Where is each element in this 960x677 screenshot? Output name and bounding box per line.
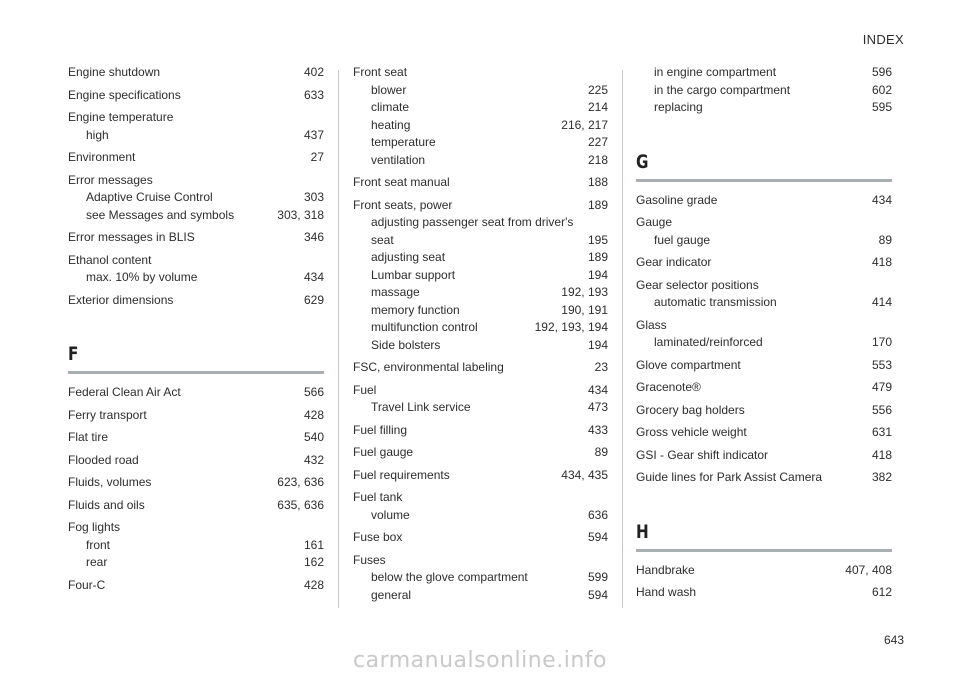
- entry-page: 346: [303, 230, 324, 244]
- entry-title: Flooded road: [68, 452, 139, 467]
- index-entry: [636, 277, 892, 312]
- index-entry: [636, 424, 892, 442]
- index-entry: [68, 87, 324, 105]
- subentry-title: automatic transmission: [654, 295, 777, 309]
- index-entry-line: [353, 467, 608, 485]
- subentry-page: 192, 193, 194: [534, 320, 608, 334]
- subentry-page: 227: [587, 135, 608, 149]
- index-entry-line: [68, 407, 324, 425]
- subentry-title: replacing: [654, 100, 703, 114]
- index-entry-line: [68, 384, 324, 402]
- entry-title: Glove compartment: [636, 357, 741, 372]
- index-entry-line: [68, 229, 324, 247]
- index-subentry: [636, 232, 892, 250]
- entry-title: Grocery bag holders: [636, 402, 745, 417]
- index-entry-line: [636, 379, 892, 397]
- entry-page: 556: [871, 402, 892, 417]
- index-entry: [353, 382, 608, 417]
- entry-page: 479: [871, 380, 892, 394]
- entry-page: 540: [303, 430, 324, 444]
- index-entry-line: [636, 447, 892, 465]
- index-subentry: [636, 294, 892, 312]
- entry-page: 434: [871, 192, 892, 207]
- subentry-title: Adaptive Cruise Control: [86, 190, 213, 204]
- subentry-page: 192, 193: [561, 285, 608, 299]
- index-subentry: [68, 554, 324, 572]
- index-entry: [353, 174, 608, 192]
- index-subentry: [353, 399, 608, 417]
- subentry-title: adjusting passenger seat from driver's: [371, 215, 574, 229]
- index-entry-line: [68, 429, 324, 447]
- index-subentry: [353, 507, 608, 525]
- entry-page: 27: [310, 150, 324, 164]
- index-entry: [353, 64, 608, 169]
- index-entry: [68, 149, 324, 167]
- index-subentry: [353, 232, 608, 250]
- entry-title: Four-C: [68, 577, 106, 592]
- index-entry-line: [353, 382, 608, 400]
- entry-title: Ferry transport: [68, 407, 147, 422]
- entry-title: Fuel requirements: [353, 467, 450, 482]
- entry-title: Fuse box: [353, 530, 403, 544]
- section-rule: [636, 549, 892, 552]
- entry-title: Engine shutdown: [68, 65, 161, 79]
- subentry-page: 595: [871, 100, 892, 114]
- entry-title: Fluids, volumes: [68, 475, 152, 489]
- subentry-page: 594: [587, 587, 608, 602]
- entry-title: Guide lines for Park Assist Camera: [636, 470, 823, 484]
- index-subentry: [68, 127, 324, 145]
- index-entry-line: [353, 444, 608, 462]
- index-entry-line: [68, 109, 324, 127]
- index-entry: [68, 252, 324, 287]
- subentry-title: climate: [371, 100, 410, 114]
- subentry-page: 89: [878, 232, 892, 247]
- page-number: 643: [883, 633, 904, 647]
- entry-page: 418: [871, 447, 892, 462]
- entry-page: 428: [303, 577, 324, 592]
- subentry-page: 195: [587, 232, 608, 247]
- index-entry: [68, 229, 324, 247]
- index-entry: [68, 519, 324, 572]
- index-entry: [636, 379, 892, 397]
- entry-page: 432: [303, 452, 324, 467]
- index-entry: [68, 407, 324, 425]
- index-entry-line: [68, 452, 324, 470]
- index-entry-line: [68, 577, 324, 595]
- index-subentry: [636, 99, 892, 117]
- subentry-page: 437: [303, 127, 324, 142]
- entry-title: Handbrake: [636, 562, 695, 577]
- index-subentry: [353, 152, 608, 170]
- entry-title: Fuel: [353, 382, 377, 397]
- index-subentry: [68, 207, 324, 225]
- index-entry: [353, 197, 608, 355]
- index-entry: [68, 452, 324, 470]
- entry-title: Fluids and oils: [68, 497, 145, 512]
- column-divider: [622, 70, 623, 608]
- entry-page: 418: [871, 255, 892, 269]
- index-entry-line: [68, 172, 324, 190]
- entry-title: Gear selector positions: [636, 277, 759, 292]
- section-rule: [68, 371, 324, 374]
- subentry-title: multifunction control: [371, 320, 478, 334]
- index-entry-line: [353, 529, 608, 547]
- entry-title: Exterior dimensions: [68, 292, 174, 307]
- subentry-title: general: [371, 587, 412, 602]
- index-entry: [353, 422, 608, 440]
- index-entry-line: [68, 497, 324, 515]
- index-entry: [353, 552, 608, 605]
- subentry-title: ventilation: [371, 152, 426, 167]
- index-entry-line: [636, 192, 892, 210]
- index-entry-line: [353, 197, 608, 215]
- subentry-page: 303, 318: [277, 207, 324, 222]
- index-entry-line: [68, 64, 324, 82]
- index-entry-line: [636, 254, 892, 272]
- entry-title: Fuel filling: [353, 422, 408, 437]
- subentry-page: 170: [871, 335, 892, 349]
- index-entry: [636, 584, 892, 602]
- subentry-title: see Messages and symbols: [86, 207, 235, 222]
- entry-page: 566: [303, 385, 324, 399]
- entry-page: 434: [587, 382, 608, 397]
- entry-page: 407, 408: [845, 562, 892, 577]
- index-subentry: [353, 267, 608, 285]
- index-entry: [636, 214, 892, 249]
- subentry-page: 473: [587, 400, 608, 414]
- index-subentry: [636, 334, 892, 352]
- index-subentry: [353, 82, 608, 100]
- subentry-page: 189: [587, 250, 608, 264]
- entry-title: Federal Clean Air Act: [68, 385, 181, 399]
- index-column-1: [68, 64, 324, 607]
- entry-page: 89: [594, 445, 608, 459]
- subentry-title: Travel Link service: [371, 400, 471, 414]
- index-subentry: [636, 82, 892, 100]
- subentry-title: adjusting seat: [371, 250, 446, 264]
- index-subentry: [353, 337, 608, 355]
- index-entry: [68, 429, 324, 447]
- index-entry-line: [353, 359, 608, 377]
- index-entry-line: [353, 174, 608, 192]
- subentry-title: volume: [371, 507, 410, 522]
- entry-page: 188: [587, 175, 608, 189]
- index-entry-line: [68, 474, 324, 492]
- index-entry: [353, 467, 608, 485]
- section-rule: [636, 179, 892, 182]
- index-subentry: [353, 319, 608, 337]
- subentry-title: in engine compartment: [654, 65, 777, 79]
- index-entry: [353, 444, 608, 462]
- subentry-page: 414: [871, 295, 892, 309]
- entry-title: Gasoline grade: [636, 192, 718, 207]
- entry-title: Gross vehicle weight: [636, 425, 747, 439]
- entry-title: Flat tire: [68, 430, 109, 444]
- index-entry: [68, 497, 324, 515]
- index-column-2: [353, 64, 608, 607]
- index-entry-line: [68, 149, 324, 167]
- index-entry: [353, 359, 608, 377]
- subentry-page: 190, 191: [561, 302, 608, 317]
- entry-title: FSC, environmental labeling: [353, 360, 504, 374]
- index-entry: [636, 469, 892, 487]
- subentry-title: front: [86, 537, 111, 552]
- subentry-page: 214: [587, 100, 608, 114]
- entry-title: Front seat: [353, 65, 408, 79]
- watermark: carmanualsonline.info: [353, 648, 607, 673]
- index-subentry: [353, 99, 608, 117]
- subentry-title: Side bolsters: [371, 337, 441, 352]
- index-entry-line: [636, 402, 892, 420]
- index-entry: [636, 317, 892, 352]
- entry-title: Fuel gauge: [353, 445, 414, 459]
- index-entry: [636, 254, 892, 272]
- subentry-page: 162: [303, 555, 324, 569]
- index-entry-line: [68, 292, 324, 310]
- entry-title: Gear indicator: [636, 255, 712, 269]
- subentry-title: fuel gauge: [654, 232, 711, 247]
- index-entry: [636, 357, 892, 375]
- index-entry: [68, 474, 324, 492]
- entry-title: Hand wash: [636, 585, 697, 599]
- index-entry-line: [353, 422, 608, 440]
- entry-page: 402: [303, 65, 324, 79]
- subentry-title: seat: [371, 232, 394, 247]
- index-subentry: [353, 214, 608, 232]
- index-entry-line: [636, 469, 892, 487]
- index-entry: [68, 64, 324, 82]
- index-entry-line: [353, 489, 608, 507]
- entry-title: Ethanol content: [68, 252, 152, 267]
- entry-title: Error messages in BLIS: [68, 230, 195, 244]
- index-entry: [636, 447, 892, 465]
- index-subentry: [353, 284, 608, 302]
- index-entry-line: [636, 277, 892, 295]
- entry-title: Front seat manual: [353, 175, 450, 189]
- index-subentry: [353, 249, 608, 267]
- index-entry-line: [636, 424, 892, 442]
- subentry-page: 599: [587, 570, 608, 584]
- index-entry: [68, 172, 324, 225]
- subentry-title: heating: [371, 117, 411, 132]
- subentry-title: in the cargo compartment: [654, 82, 791, 97]
- index-subentry: [68, 269, 324, 287]
- index-subentry: [353, 587, 608, 605]
- index-entry-line: [636, 214, 892, 232]
- index-entry-line: [636, 357, 892, 375]
- entry-page: 189: [587, 197, 608, 212]
- subentry-title: memory function: [371, 302, 460, 317]
- entry-title: Glass: [636, 317, 667, 332]
- index-subentry: [353, 134, 608, 152]
- subentry-page: 218: [587, 152, 608, 167]
- entry-title: Fuses: [353, 552, 386, 567]
- entry-title: Engine specifications: [68, 87, 181, 102]
- entry-title: Gauge: [636, 215, 673, 229]
- subentry-page: 216, 217: [561, 117, 608, 132]
- subentry-page: 596: [871, 65, 892, 79]
- entry-page: 629: [303, 292, 324, 307]
- entry-page: 553: [871, 357, 892, 372]
- column-divider: [338, 70, 339, 608]
- entry-title: Fuel tank: [353, 490, 403, 504]
- index-column-3: [636, 64, 892, 607]
- subentry-page: 194: [587, 337, 608, 352]
- entry-title: GSI - Gear shift indicator: [636, 447, 769, 462]
- subentry-page: 161: [303, 537, 324, 552]
- index-subentry: [353, 117, 608, 135]
- index-entry-line: [636, 584, 892, 602]
- index-entry-line: [68, 519, 324, 537]
- index-entry: [636, 402, 892, 420]
- index-entry: [68, 384, 324, 402]
- subentry-title: max. 10% by volume: [86, 270, 198, 284]
- subentry-page: 225: [587, 82, 608, 97]
- subentry-title: below the glove compartment: [371, 570, 528, 584]
- entry-page: 633: [303, 87, 324, 102]
- entry-page: 594: [587, 530, 608, 544]
- index-entry-line: [353, 552, 608, 570]
- index-entry: [353, 489, 608, 524]
- index-subentry: [636, 64, 892, 82]
- subentry-title: blower: [371, 82, 407, 97]
- index-entry-line: [68, 252, 324, 270]
- index-entry: [68, 109, 324, 144]
- entry-page: 623, 636: [277, 475, 324, 489]
- entry-page: 433: [587, 422, 608, 437]
- index-subentry: [353, 302, 608, 320]
- entry-title: Engine temperature: [68, 110, 174, 124]
- subentry-page: 434: [303, 270, 324, 284]
- index-entry: [68, 577, 324, 595]
- index-entry-line: [68, 87, 324, 105]
- index-entry-line: [636, 317, 892, 335]
- index-entry: [636, 562, 892, 580]
- subentry-title: Lumbar support: [371, 267, 456, 282]
- index-entry: [353, 529, 608, 547]
- subentry-page: 194: [587, 267, 608, 282]
- entry-title: Gracenote®: [636, 380, 701, 394]
- index-subentry: [353, 569, 608, 587]
- index-entry-line: [636, 562, 892, 580]
- entry-title: Environment: [68, 150, 136, 164]
- subentry-page: 602: [871, 82, 892, 97]
- index-subentry: [68, 189, 324, 207]
- entry-page: 612: [871, 585, 892, 599]
- index-entry-line: [353, 64, 608, 82]
- page-header-title: INDEX: [862, 32, 904, 47]
- entry-title: Front seats, power: [353, 197, 453, 212]
- index-subentry: [68, 537, 324, 555]
- entry-page: 23: [594, 360, 608, 374]
- subentry-page: 636: [587, 507, 608, 522]
- index-entry: [68, 292, 324, 310]
- subentry-title: rear: [86, 555, 108, 569]
- section-letter-heading: F: [68, 343, 79, 365]
- section-letter-heading: H: [636, 520, 649, 543]
- subentry-title: high: [86, 127, 109, 142]
- entry-title: Fog lights: [68, 520, 121, 534]
- subentry-title: massage: [371, 285, 420, 299]
- entry-page: 635, 636: [277, 497, 324, 512]
- entry-page: 434, 435: [561, 467, 608, 482]
- subentry-page: 303: [303, 190, 324, 204]
- section-letter-heading: G: [636, 150, 649, 173]
- index-entry: [636, 192, 892, 210]
- index-entry: [636, 64, 892, 117]
- entry-title: Error messages: [68, 172, 153, 187]
- entry-page: 631: [871, 425, 892, 439]
- entry-page: 382: [871, 470, 892, 484]
- subentry-title: laminated/reinforced: [654, 335, 763, 349]
- entry-page: 428: [303, 407, 324, 422]
- subentry-title: temperature: [371, 135, 436, 149]
